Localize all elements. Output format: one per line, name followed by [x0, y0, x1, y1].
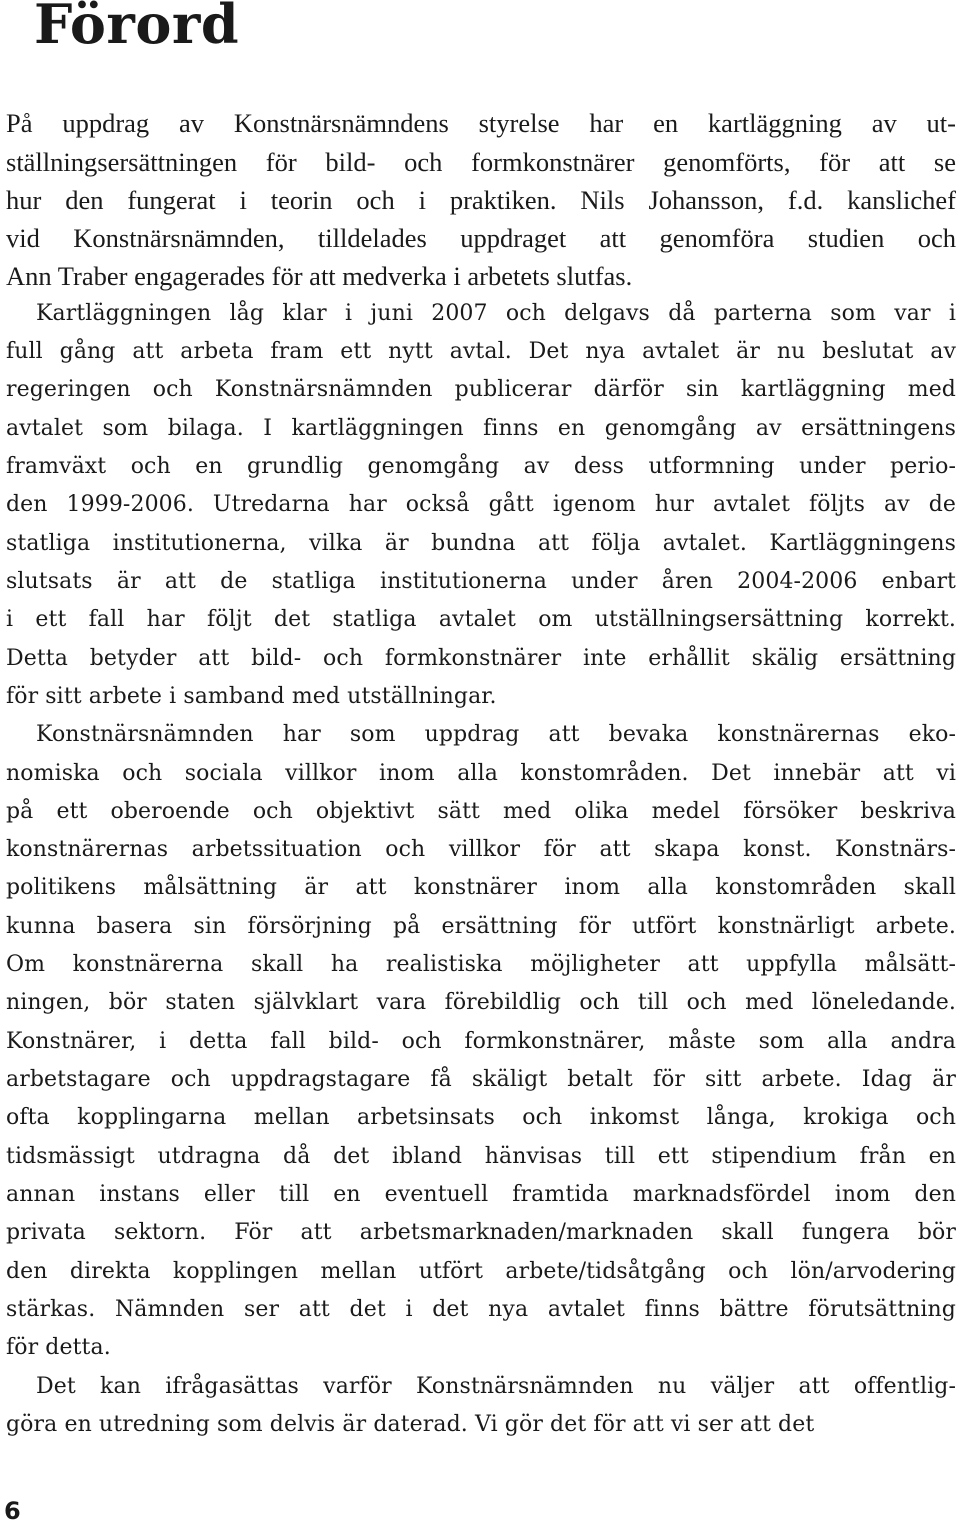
- text-line: politikens målsättning är att konstnärer inom alla konstområden skall: [6, 875, 956, 900]
- text-line: göra en utredning som delvis är daterad. Vi gör det för att vi ser att det: [6, 1412, 815, 1437]
- text-line: hur den fungerat i teorin och i praktiken. Nils Johansson, f.d. kanslichef: [6, 185, 956, 215]
- text-line: privata sektorn. För att arbetsmarknaden/marknaden skall fungera bör: [6, 1220, 956, 1245]
- text-line: nomiska och sociala villkor inom alla konstområden. Det innebär att vi: [6, 761, 956, 786]
- text-line: Konstnärer, i detta fall bild- och formkonstnärer, måste som alla andra: [6, 1029, 956, 1054]
- text-line: statliga institutionerna, vilka är bundna att följa avtalet. Kartläggningens: [6, 531, 956, 556]
- text-line: för sitt arbete i samband med utställningar.: [6, 684, 497, 709]
- text-line: den direkta kopplingen mellan utfört arbete/tidsåtgång och lön/arvodering: [6, 1259, 956, 1284]
- text-line: ställningsersättningen för bild- och formkonstnärer genomförts, för att se: [6, 147, 956, 177]
- page-title: Förord: [34, 0, 240, 56]
- text-line: ningen, bör staten självklart vara förebildlig och till och med löneledande.: [6, 990, 956, 1015]
- text-line: avtalet som bilaga. I kartläggningen finns en genomgång av ersättningens: [6, 416, 956, 441]
- text-line: för detta.: [6, 1335, 111, 1360]
- text-line: Kartläggningen låg klar i juni 2007 och delgavs då parterna som var i: [36, 301, 956, 326]
- text-line: vid Konstnärsnämnden, tilldelades uppdraget att genomföra studien och: [6, 223, 956, 253]
- page-number: 6: [4, 1497, 21, 1525]
- text-line: i ett fall har följt det statliga avtalet om utställningsersättning korrekt.: [6, 607, 956, 632]
- text-line: konstnärernas arbetssituation och villkor för att skapa konst. Konstnärs-: [6, 837, 956, 862]
- text-line: arbetstagare och uppdragstagare få skäligt betalt för sitt arbete. Idag är: [6, 1067, 956, 1092]
- text-line: ofta kopplingarna mellan arbetsinsats och inkomst långa, krokiga och: [6, 1105, 956, 1130]
- text-line: stärkas. Nämnden ser att det i det nya avtalet finns bättre förutsättning: [6, 1297, 956, 1322]
- text-line: annan instans eller till en eventuell framtida marknadsfördel inom den: [6, 1182, 956, 1207]
- text-line: Om konstnärerna skall ha realistiska möjligheter att uppfylla målsätt-: [6, 952, 956, 977]
- text-line: på ett oberoende och objektivt sätt med olika medel försöker beskriva: [6, 799, 956, 824]
- text-line: Det kan ifrågasättas varför Konstnärsnämnden nu väljer att offentlig-: [36, 1374, 956, 1399]
- text-line: regeringen och Konstnärsnämnden publicerar därför sin kartläggning med: [6, 377, 956, 402]
- text-line: tidsmässigt utdragna då det ibland hänvisas till ett stipendium från en: [6, 1144, 956, 1169]
- text-line: kunna basera sin försörjning på ersättning för utfört konstnärligt arbete.: [6, 914, 956, 939]
- text-line: full gång att arbeta fram ett nytt avtal. Det nya avtalet är nu beslutat av: [6, 339, 956, 364]
- text-line: framväxt och en grundlig genomgång av dess utformning under perio-: [6, 454, 956, 479]
- text-line: den 1999-2006. Utredarna har också gått igenom hur avtalet följts av de: [6, 492, 956, 517]
- text-line: Ann Traber engagerades för att medverka i arbetets slutfas.: [6, 261, 633, 291]
- text-line: Konstnärsnämnden har som uppdrag att bevaka konstnärernas eko-: [36, 722, 956, 747]
- text-line: På uppdrag av Konstnärsnämndens styrelse har en kartläggning av ut-: [6, 108, 956, 138]
- text-line: Detta betyder att bild- och formkonstnärer inte erhållit skälig ersättning: [6, 646, 956, 671]
- text-line: slutsats är att de statliga institutionerna under åren 2004-2006 enbart: [6, 569, 956, 594]
